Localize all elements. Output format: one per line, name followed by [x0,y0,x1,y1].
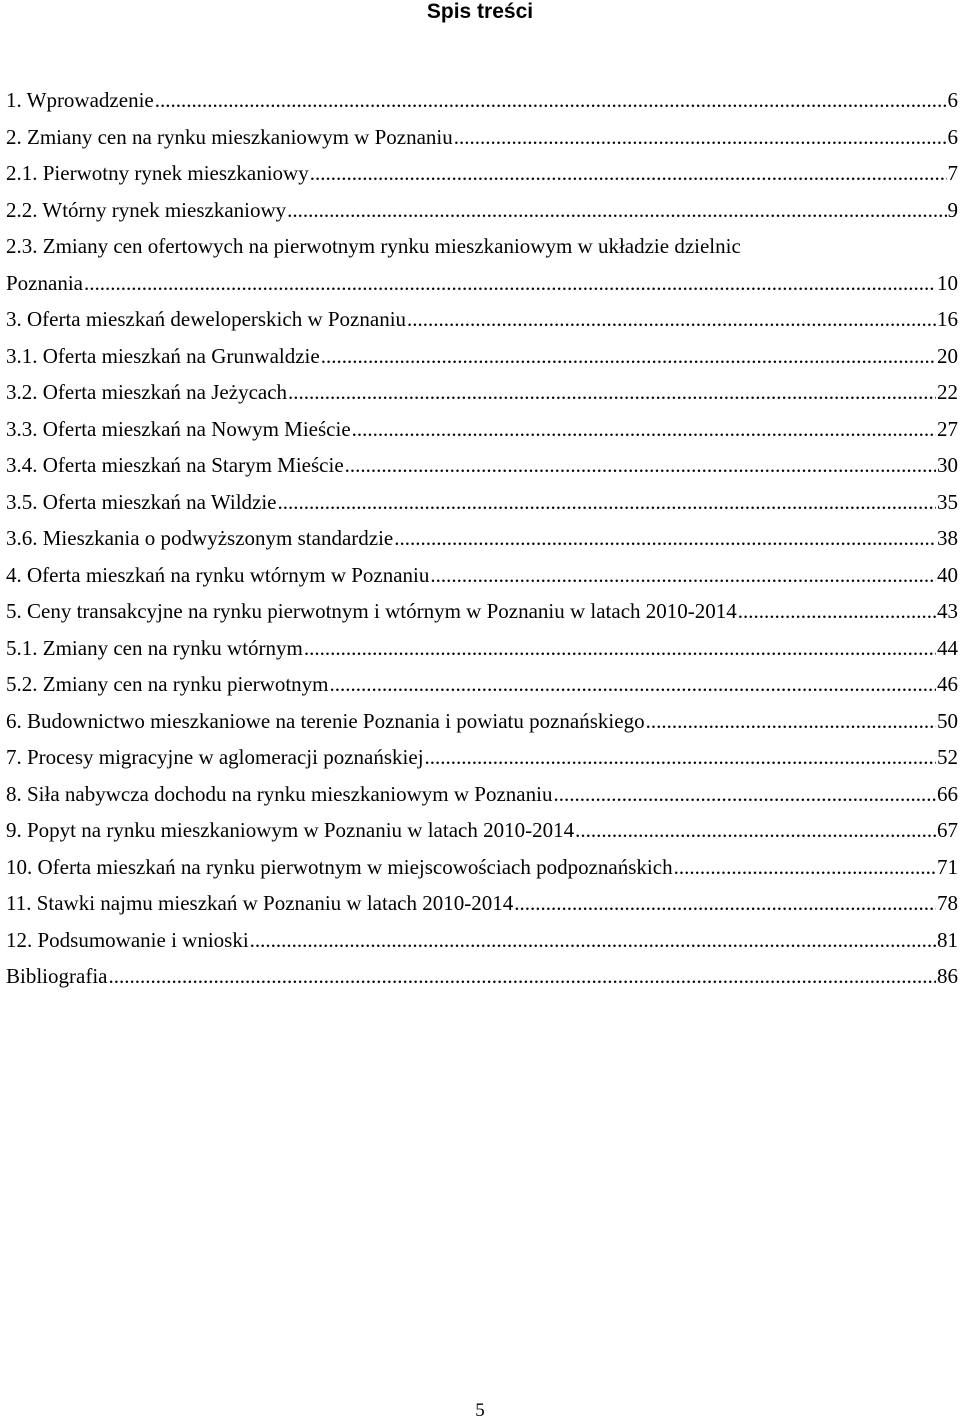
toc-entry-label: 3.6. Mieszkania o podwyższonym standardzie [6,526,394,550]
toc-entry-label: 2.3. Zmiany cen ofertowych na pierwotnym rynku mieszkaniowym w układzie dzielnic [6,234,741,258]
toc-entry-label: 10. Oferta mieszkań na rynku pierwotnym w miejscowościach podpoznańskich [6,854,673,879]
toc-entry[interactable] [6,338,960,375]
page-number: 5 [475,1400,485,1421]
toc-leader-dots [250,922,936,959]
toc-leader-dots [310,155,947,192]
page-title: Spis treści [426,0,534,23]
toc-entry-page: 20 [937,343,958,368]
toc-leader-dots [84,265,936,302]
toc-entry-label: 12. Podsumowanie i wnioski [6,927,249,952]
toc-entry-page: 43 [937,599,958,623]
toc-entry-label: 2.2. Wtórny rynek mieszkaniowy [6,197,287,222]
toc-leader-dots [287,192,946,229]
table-of-contents [6,82,960,995]
toc-entry-page: 86 [937,964,958,988]
toc-entry-page: 7 [947,161,958,185]
toc-entry[interactable] [6,265,960,302]
toc-leader-dots [454,119,947,156]
toc-entry[interactable] [6,557,960,594]
toc-entry-page: 27 [937,416,958,441]
toc-entry-label: 3.5. Oferta mieszkań na Wildzie [6,489,277,514]
toc-entry[interactable] [6,228,960,265]
toc-entry-label: 2. Zmiany cen na rynku mieszkaniowym w Poznaniu [6,124,453,149]
toc-entry-label: 5.1. Zmiany cen na rynku wtórnym [6,635,303,660]
toc-entry-label: 2.1. Pierwotny rynek mieszkaniowy [6,161,309,185]
toc-entry[interactable] [6,82,960,119]
toc-entry-page: 67 [937,818,958,842]
toc-entry-label: Bibliografia [6,964,108,988]
toc-entry-page: 81 [937,927,958,952]
toc-entry-page: 30 [937,453,958,477]
toc-entry-page: 46 [937,672,958,696]
toc-entry-page: 78 [937,891,958,915]
toc-entry-label: 9. Popyt na rynku mieszkaniowym w Poznaniu w latach 2010-2014 [6,818,575,842]
toc-entry[interactable] [6,885,960,922]
toc-leader-dots [646,703,936,740]
toc-entry-label: 3.2. Oferta mieszkań na Jeżycach [6,380,288,404]
toc-entry-label: 1. Wprowadzenie [6,88,154,112]
toc-entry-label: 6. Budownictwo mieszkaniowe na terenie Poznania i powiatu poznańskiego [6,708,645,733]
toc-entry[interactable] [6,520,960,557]
toc-entry[interactable] [6,447,960,484]
toc-leader-dots [425,739,936,776]
toc-entry-label: 5. Ceny transakcyjne na rynku pierwotnym i wtórnym w Poznaniu w latach 2010-2014 [6,599,737,623]
toc-entry-page: 40 [937,562,958,587]
toc-entry[interactable] [6,155,960,192]
toc-leader-dots [514,885,936,922]
toc-leader-dots [394,520,936,557]
toc-leader-dots [575,812,936,849]
toc-leader-dots [321,338,936,375]
toc-entry[interactable] [6,776,960,813]
toc-entry-page: 22 [937,380,958,404]
toc-entry[interactable] [6,666,960,703]
toc-leader-dots [674,849,936,886]
toc-entry[interactable] [6,301,960,338]
toc-entry-label: Poznania [6,270,83,295]
toc-leader-dots [304,630,936,667]
toc-entry-label: 5.2. Zmiany cen na rynku pierwotnym [6,672,329,696]
toc-leader-dots [108,958,936,995]
toc-entry-page: 52 [937,745,958,769]
toc-entry[interactable] [6,739,960,776]
toc-entry[interactable] [6,411,960,448]
toc-entry-label: 3. Oferta mieszkań deweloperskich w Poznaniu [6,307,407,331]
toc-leader-dots [155,82,947,119]
toc-entry-page: 44 [937,635,958,660]
toc-leader-dots [430,557,936,594]
toc-entry[interactable] [6,192,960,229]
toc-entry[interactable] [6,630,960,667]
toc-entry[interactable] [6,812,960,849]
toc-entry-label: 4. Oferta mieszkań na rynku wtórnym w Poznaniu [6,562,430,587]
toc-entry-label: 8. Siła nabywcza dochodu na rynku mieszkaniowym w Poznaniu [6,781,553,806]
toc-entry[interactable] [6,922,960,959]
toc-entry-page: 10 [937,270,958,295]
toc-leader-dots [352,411,936,448]
toc-leader-dots [278,484,937,521]
toc-entry[interactable] [6,119,960,156]
toc-entry-label: 7. Procesy migracyjne w aglomeracji poznańskiej [6,745,424,769]
toc-leader-dots [345,447,936,484]
toc-entry[interactable] [6,958,960,995]
toc-entry-page: 16 [937,307,958,331]
toc-entry-page: 38 [937,526,958,550]
toc-entry-page: 6 [947,124,958,149]
toc-leader-dots [288,374,936,411]
toc-entry-label: 3.3. Oferta mieszkań na Nowym Mieście [6,416,351,441]
toc-entry-page: 50 [937,708,958,733]
toc-entry-label: 3.1. Oferta mieszkań na Grunwaldzie [6,343,320,368]
toc-entry[interactable] [6,484,960,521]
toc-entry-page: 71 [937,854,958,879]
toc-entry[interactable] [6,374,960,411]
toc-entry-label: 11. Stawki najmu mieszkań w Poznaniu w latach 2010-2014 [6,891,514,915]
toc-leader-dots [407,301,936,338]
toc-entry-page: 6 [947,88,958,112]
toc-leader-dots [553,776,936,813]
toc-entry-page: 9 [947,197,958,222]
toc-leader-dots [330,666,936,703]
toc-entry-label: 3.4. Oferta mieszkań na Starym Mieście [6,453,344,477]
toc-leader-dots [738,593,936,630]
toc-entry-page: 66 [937,781,958,806]
toc-entry[interactable] [6,849,960,886]
toc-entry[interactable] [6,593,960,630]
toc-entry[interactable] [6,703,960,740]
toc-entry-page: 35 [937,489,958,514]
